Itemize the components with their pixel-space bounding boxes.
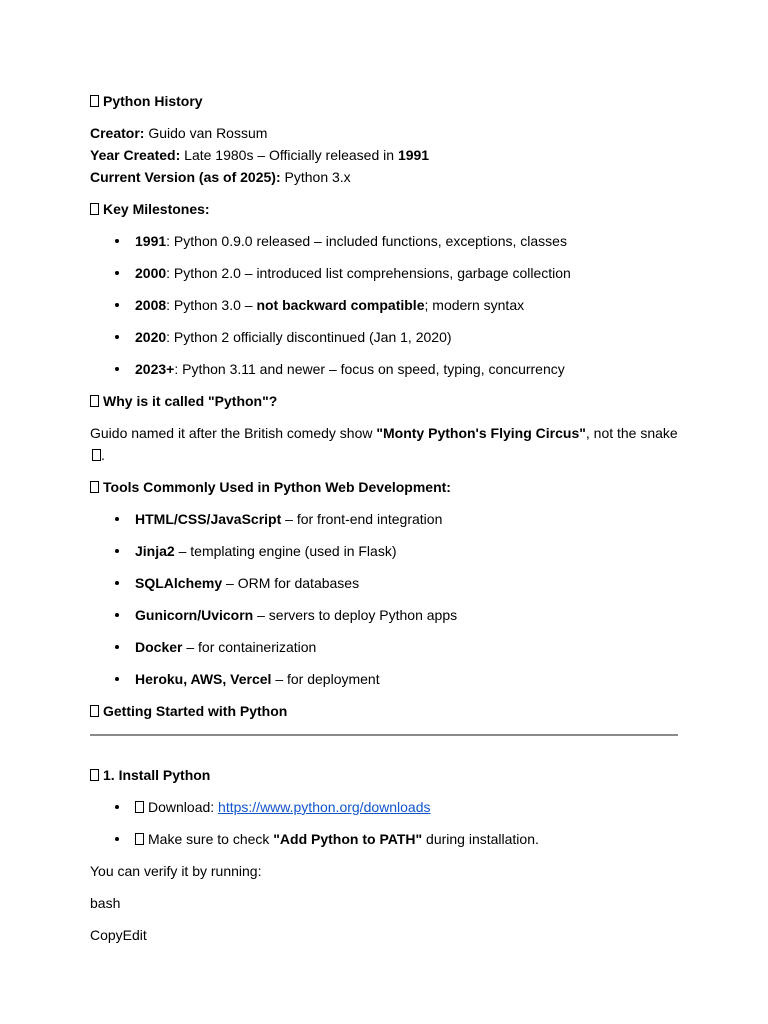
key-milestones-heading <box>90 198 678 220</box>
tool-desc: – templating engine (used in Flask) <box>178 543 397 559</box>
milestone-year: 2020 <box>135 329 167 345</box>
code-language-label: bash <box>90 895 121 911</box>
year-text: Late 1980s – Officially released in <box>184 147 395 163</box>
list-item <box>90 230 678 252</box>
verify-text: You can verify it by running: <box>90 863 262 879</box>
tool-name: Gunicorn/Uvicorn <box>135 607 254 623</box>
path-text: Make sure to check <box>148 831 270 847</box>
milestone-year: 2000 <box>135 265 167 281</box>
milestone-year: 2008 <box>135 297 167 313</box>
heading-text: Getting Started with Python <box>103 703 288 719</box>
install-list <box>90 796 678 850</box>
name-origin-heading <box>90 390 678 412</box>
list-item <box>90 508 678 530</box>
tools-list <box>90 508 678 690</box>
tool-desc: – ORM for databases <box>226 575 360 591</box>
tool-desc: – servers to deploy Python apps <box>257 607 458 623</box>
missing-glyph-icon <box>90 395 99 407</box>
milestone-emphasis: not backward compatible <box>256 297 425 313</box>
path-option: "Add Python to PATH" <box>273 831 423 847</box>
tool-name: Jinja2 <box>135 543 175 559</box>
list-item <box>90 796 678 818</box>
milestone-text: : Python 3.0 – <box>166 297 253 313</box>
download-label: Download: <box>148 799 215 815</box>
document-content <box>90 90 678 956</box>
heading-text: Key Milestones: <box>103 201 210 217</box>
download-link[interactable]: https://www.python.org/downloads <box>218 799 431 815</box>
origin-tail: , not the snake <box>585 425 678 441</box>
list-item <box>90 604 678 626</box>
tool-name: Heroku, AWS, Vercel <box>135 671 272 687</box>
year-line <box>90 144 678 166</box>
version-line <box>90 166 678 188</box>
year-label: Year Created: <box>90 147 181 163</box>
list-item <box>90 262 678 284</box>
tool-desc: – for front-end integration <box>285 511 443 527</box>
tool-name: HTML/CSS/JavaScript <box>135 511 282 527</box>
milestone-year: 2023+ <box>135 361 175 377</box>
version-value: Python 3.x <box>284 169 351 185</box>
copy-edit-label: CopyEdit <box>90 927 147 943</box>
milestone-text: : Python 3.11 and newer – focus on speed, typing, concurrency <box>174 361 565 377</box>
tool-desc: – for containerization <box>186 639 317 655</box>
creator-value: Guido van Rossum <box>148 125 268 141</box>
heading-text: 1. Install Python <box>103 767 211 783</box>
version-label: Current Version (as of 2025): <box>90 169 281 185</box>
list-item <box>90 636 678 658</box>
milestone-text: : Python 2.0 – introduced list comprehensions, garbage collection <box>166 265 571 281</box>
history-meta <box>90 122 678 188</box>
milestone-text: : Python 0.9.0 released – included functions, exceptions, classes <box>166 233 567 249</box>
missing-glyph-icon <box>90 481 99 493</box>
missing-glyph-icon <box>92 449 101 461</box>
missing-glyph-icon <box>90 705 99 717</box>
origin-show-name: "Monty Python's Flying Circus" <box>376 425 586 441</box>
milestones-list <box>90 230 678 380</box>
list-item <box>90 326 678 348</box>
list-item <box>90 358 678 380</box>
tool-desc: – for deployment <box>275 671 380 687</box>
milestone-tail: ; modern syntax <box>424 297 525 313</box>
year-release: 1991 <box>397 147 430 163</box>
heading-text: Tools Commonly Used in Python Web Development: <box>103 479 451 495</box>
install-heading <box>90 764 678 786</box>
missing-glyph-icon <box>90 95 99 107</box>
path-tail: during installation. <box>426 831 539 847</box>
tools-heading <box>90 476 678 498</box>
origin-text: Guido named it after the British comedy show <box>90 425 373 441</box>
python-history-heading <box>90 90 678 112</box>
missing-glyph-icon <box>90 769 99 781</box>
missing-glyph-icon <box>135 801 144 813</box>
tool-name: SQLAlchemy <box>135 575 223 591</box>
list-item <box>90 668 678 690</box>
list-item <box>90 828 678 850</box>
missing-glyph-icon <box>90 203 99 215</box>
name-origin-paragraph: Guido named it after the British comedy show "Monty Python's Flying Circus", not the snake . <box>90 425 678 463</box>
heading-text: Python History <box>103 93 203 109</box>
milestone-year: 1991 <box>135 233 167 249</box>
heading-text: Why is it called "Python"? <box>103 393 278 409</box>
list-item <box>90 572 678 594</box>
getting-started-heading <box>90 700 678 722</box>
creator-line <box>90 122 678 144</box>
missing-glyph-icon <box>135 833 144 845</box>
milestone-text: : Python 2 officially discontinued (Jan 1, 2020) <box>166 329 452 345</box>
creator-label: Creator: <box>90 125 145 141</box>
tool-name: Docker <box>135 639 183 655</box>
list-item <box>90 540 678 562</box>
section-divider <box>90 734 678 736</box>
list-item <box>90 294 678 316</box>
